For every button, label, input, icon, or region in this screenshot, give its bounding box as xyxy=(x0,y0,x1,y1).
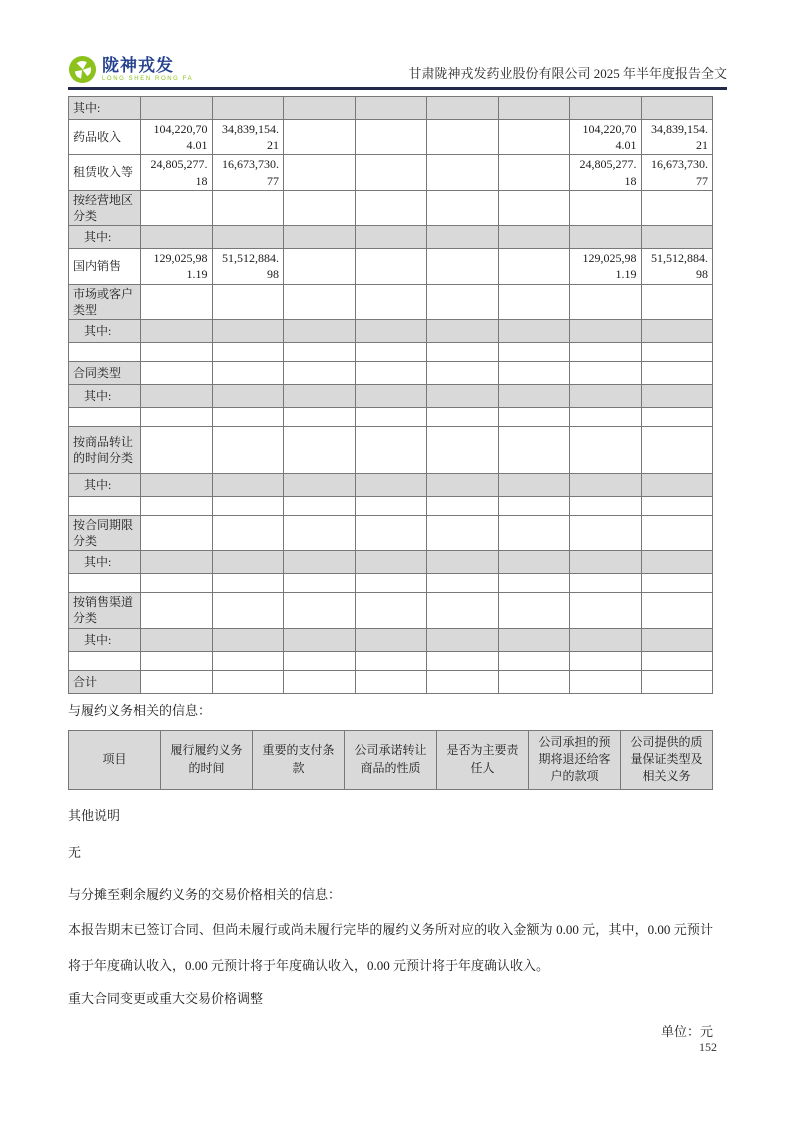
logo-text xyxy=(102,57,193,82)
value-cell xyxy=(284,226,356,249)
value-cell xyxy=(212,496,284,515)
value-cell xyxy=(498,120,570,155)
row-label-cell: 其中: xyxy=(69,97,141,120)
value-cell: 24,805,277.18 xyxy=(141,155,213,190)
value-cell xyxy=(498,284,570,319)
obligation-header-cell: 履行履约义务的时间 xyxy=(161,730,253,789)
value-cell xyxy=(212,361,284,384)
value-cell: 129,025,981.19 xyxy=(141,249,213,284)
obligation-header-row xyxy=(69,730,713,789)
value-cell: 129,025,981.19 xyxy=(570,249,642,284)
revenue-table-row xyxy=(69,97,713,120)
value-cell xyxy=(141,284,213,319)
revenue-table-row xyxy=(69,384,713,407)
value-cell xyxy=(427,670,499,693)
value-cell xyxy=(498,551,570,574)
performance-info-heading: 与履约义务相关的信息： xyxy=(68,702,212,718)
value-cell: 104,220,704.01 xyxy=(141,120,213,155)
obligation-header-cell: 公司承担的预期将退还给客户的款项 xyxy=(529,730,621,789)
page-number: 152 xyxy=(699,1040,717,1054)
value-cell xyxy=(284,361,356,384)
value-cell xyxy=(355,284,427,319)
value-cell xyxy=(355,407,427,426)
row-label-cell: 按销售渠道分类 xyxy=(69,593,141,628)
value-cell xyxy=(641,593,713,628)
revenue-table-row xyxy=(69,651,713,670)
value-cell xyxy=(284,551,356,574)
value-cell xyxy=(427,407,499,426)
value-cell: 51,512,884.98 xyxy=(212,249,284,284)
value-cell xyxy=(284,384,356,407)
value-cell: 16,673,730.77 xyxy=(641,155,713,190)
value-cell xyxy=(141,190,213,225)
row-label-cell: 其中: xyxy=(69,628,141,651)
value-cell xyxy=(141,515,213,550)
value-cell xyxy=(427,496,499,515)
value-cell xyxy=(355,120,427,155)
row-label-cell xyxy=(69,407,141,426)
row-label-cell: 其中: xyxy=(69,384,141,407)
value-cell xyxy=(641,426,713,473)
value-cell xyxy=(355,249,427,284)
value-cell xyxy=(641,496,713,515)
value-cell xyxy=(284,628,356,651)
value-cell xyxy=(141,97,213,120)
value-cell xyxy=(427,361,499,384)
row-label-cell: 其中: xyxy=(69,319,141,342)
value-cell xyxy=(141,628,213,651)
value-cell xyxy=(498,628,570,651)
revenue-table-row xyxy=(69,190,713,225)
value-cell xyxy=(141,384,213,407)
obligation-header-cell: 项目 xyxy=(69,730,161,789)
value-cell xyxy=(498,670,570,693)
value-cell xyxy=(355,574,427,593)
value-cell xyxy=(141,496,213,515)
value-cell xyxy=(212,284,284,319)
revenue-table-row xyxy=(69,226,713,249)
value-cell xyxy=(355,226,427,249)
value-cell xyxy=(284,249,356,284)
value-cell xyxy=(427,574,499,593)
value-cell xyxy=(427,249,499,284)
revenue-table-row xyxy=(69,319,713,342)
value-cell xyxy=(212,426,284,473)
value-cell xyxy=(355,593,427,628)
document-header-title: 甘肃陇神戎发药业股份有限公司 2025 年半年度报告全文 xyxy=(408,66,727,81)
value-cell xyxy=(427,384,499,407)
value-cell xyxy=(212,407,284,426)
row-label-cell: 国内销售 xyxy=(69,249,141,284)
value-cell: 24,805,277.18 xyxy=(570,155,642,190)
value-cell xyxy=(212,593,284,628)
value-cell xyxy=(570,593,642,628)
remaining-obligation-paragraph: 本报告期末已签订合同、但尚未履行或尚未履行完毕的履约义务所对应的收入金额为 0.00 元，其中，0.00 元预计将于年度确认收入，0.00 元预计将于年度确认收入，0.00 元预计将于年度确认收入。 xyxy=(68,921,713,973)
value-cell xyxy=(641,190,713,225)
value-cell xyxy=(641,473,713,496)
value-cell xyxy=(212,384,284,407)
value-cell xyxy=(498,319,570,342)
value-cell xyxy=(641,97,713,120)
value-cell xyxy=(498,593,570,628)
value-cell xyxy=(284,97,356,120)
value-cell xyxy=(141,593,213,628)
value-cell xyxy=(212,342,284,361)
value-cell xyxy=(355,97,427,120)
value-cell: 16,673,730.77 xyxy=(212,155,284,190)
value-cell xyxy=(498,249,570,284)
value-cell xyxy=(355,515,427,550)
revenue-breakdown-table xyxy=(68,96,713,694)
value-cell xyxy=(498,361,570,384)
value-cell xyxy=(427,426,499,473)
value-cell xyxy=(212,319,284,342)
value-cell xyxy=(498,155,570,190)
value-cell xyxy=(284,407,356,426)
value-cell xyxy=(498,426,570,473)
value-cell xyxy=(355,628,427,651)
value-cell xyxy=(355,384,427,407)
value-cell xyxy=(427,628,499,651)
value-cell xyxy=(641,319,713,342)
company-logo xyxy=(68,55,193,84)
revenue-table-row xyxy=(69,284,713,319)
value-cell xyxy=(570,551,642,574)
revenue-table-row xyxy=(69,551,713,574)
value-cell xyxy=(355,473,427,496)
value-cell xyxy=(355,426,427,473)
revenue-table-row xyxy=(69,628,713,651)
value-cell xyxy=(141,473,213,496)
value-cell xyxy=(641,342,713,361)
value-cell xyxy=(355,190,427,225)
value-cell xyxy=(570,384,642,407)
value-cell xyxy=(498,473,570,496)
logo-english-name: LONG SHEN RONG FA xyxy=(102,76,194,82)
row-label-cell xyxy=(69,574,141,593)
row-label-cell: 按经营地区分类 xyxy=(69,190,141,225)
revenue-table-row xyxy=(69,361,713,384)
row-label-cell: 药品收入 xyxy=(69,120,141,155)
row-label-cell: 其中: xyxy=(69,473,141,496)
value-cell xyxy=(641,574,713,593)
obligation-header-cell: 公司承诺转让商品的性质 xyxy=(345,730,437,789)
value-cell xyxy=(498,496,570,515)
value-cell xyxy=(570,628,642,651)
value-cell xyxy=(355,319,427,342)
revenue-table-row xyxy=(69,249,713,284)
value-cell xyxy=(355,342,427,361)
value-cell xyxy=(212,226,284,249)
page-content xyxy=(68,96,713,1040)
value-cell xyxy=(570,496,642,515)
value-cell xyxy=(284,342,356,361)
value-cell xyxy=(355,496,427,515)
value-cell xyxy=(570,651,642,670)
value-cell xyxy=(427,593,499,628)
value-cell xyxy=(570,407,642,426)
value-cell xyxy=(427,551,499,574)
other-notes-value: 无 xyxy=(68,844,82,860)
value-cell xyxy=(141,342,213,361)
value-cell xyxy=(141,319,213,342)
value-cell xyxy=(498,407,570,426)
value-cell xyxy=(141,226,213,249)
revenue-table-row xyxy=(69,593,713,628)
value-cell xyxy=(570,574,642,593)
obligation-header-cell: 公司提供的质量保证类型及相关义务 xyxy=(621,730,713,789)
value-cell xyxy=(284,670,356,693)
value-cell xyxy=(355,155,427,190)
revenue-table-row xyxy=(69,407,713,426)
obligation-header-cell: 重要的支付条款 xyxy=(253,730,345,789)
value-cell xyxy=(641,284,713,319)
value-cell xyxy=(427,190,499,225)
revenue-table-row xyxy=(69,515,713,550)
value-cell xyxy=(427,155,499,190)
value-cell xyxy=(427,473,499,496)
value-cell xyxy=(284,120,356,155)
value-cell xyxy=(427,284,499,319)
value-cell xyxy=(284,284,356,319)
performance-obligation-table xyxy=(68,730,713,790)
row-label-cell xyxy=(69,651,141,670)
other-notes-label: 其他说明 xyxy=(68,807,121,823)
revenue-table-row xyxy=(69,120,713,155)
row-label-cell: 按商品转让的时间分类 xyxy=(69,426,141,473)
row-label-cell xyxy=(69,342,141,361)
value-cell xyxy=(570,97,642,120)
value-cell xyxy=(284,190,356,225)
value-cell: 34,839,154.21 xyxy=(212,120,284,155)
value-cell xyxy=(212,515,284,550)
value-cell xyxy=(498,190,570,225)
value-cell xyxy=(498,574,570,593)
value-cell xyxy=(284,155,356,190)
row-label-cell: 按合同期限分类 xyxy=(69,515,141,550)
obligation-header-cell: 是否为主要责任人 xyxy=(437,730,529,789)
value-cell xyxy=(570,284,642,319)
value-cell: 104,220,704.01 xyxy=(570,120,642,155)
value-cell xyxy=(498,651,570,670)
page-header xyxy=(68,46,727,90)
value-cell xyxy=(427,342,499,361)
remaining-obligation-heading: 与分摊至剩余履约义务的交易价格相关的信息： xyxy=(68,886,342,902)
value-cell xyxy=(141,670,213,693)
value-cell xyxy=(641,407,713,426)
value-cell xyxy=(427,226,499,249)
value-cell xyxy=(498,384,570,407)
value-cell xyxy=(212,574,284,593)
value-cell xyxy=(427,319,499,342)
row-label-cell: 合同类型 xyxy=(69,361,141,384)
value-cell xyxy=(355,651,427,670)
value-cell xyxy=(570,319,642,342)
value-cell xyxy=(427,651,499,670)
value-cell xyxy=(427,515,499,550)
pinwheel-logo-icon xyxy=(68,55,97,84)
unit-label: 单位：元 xyxy=(660,1023,713,1039)
value-cell xyxy=(641,628,713,651)
value-cell xyxy=(427,97,499,120)
value-cell xyxy=(284,496,356,515)
value-cell xyxy=(141,407,213,426)
value-cell xyxy=(212,551,284,574)
value-cell xyxy=(641,226,713,249)
row-label-cell: 其中: xyxy=(69,226,141,249)
value-cell xyxy=(570,473,642,496)
value-cell xyxy=(284,651,356,670)
value-cell xyxy=(141,651,213,670)
value-cell xyxy=(498,97,570,120)
value-cell xyxy=(141,551,213,574)
value-cell xyxy=(212,97,284,120)
value-cell xyxy=(212,651,284,670)
value-cell xyxy=(498,226,570,249)
revenue-table-row xyxy=(69,155,713,190)
row-label-cell: 市场或客户类型 xyxy=(69,284,141,319)
value-cell xyxy=(284,515,356,550)
row-label-cell: 其中: xyxy=(69,551,141,574)
value-cell xyxy=(570,426,642,473)
value-cell xyxy=(212,628,284,651)
revenue-table-row xyxy=(69,496,713,515)
value-cell: 34,839,154.21 xyxy=(641,120,713,155)
value-cell xyxy=(498,342,570,361)
value-cell xyxy=(284,574,356,593)
value-cell xyxy=(641,651,713,670)
value-cell xyxy=(641,384,713,407)
logo-chinese-name: 陇神戎发 xyxy=(102,56,174,75)
value-cell xyxy=(570,515,642,550)
value-cell xyxy=(427,120,499,155)
major-change-heading: 重大合同变更或重大交易价格调整 xyxy=(68,990,264,1006)
value-cell xyxy=(212,473,284,496)
value-cell xyxy=(570,361,642,384)
value-cell: 51,512,884.98 xyxy=(641,249,713,284)
revenue-table-row xyxy=(69,342,713,361)
value-cell xyxy=(141,426,213,473)
value-cell xyxy=(641,515,713,550)
value-cell xyxy=(284,593,356,628)
revenue-table-row xyxy=(69,473,713,496)
value-cell xyxy=(570,190,642,225)
row-label-cell xyxy=(69,496,141,515)
value-cell xyxy=(641,551,713,574)
value-cell xyxy=(141,361,213,384)
value-cell xyxy=(498,515,570,550)
value-cell xyxy=(284,426,356,473)
value-cell xyxy=(355,551,427,574)
value-cell xyxy=(641,361,713,384)
value-cell xyxy=(141,574,213,593)
value-cell xyxy=(570,342,642,361)
revenue-table-row xyxy=(69,670,713,693)
revenue-table-row xyxy=(69,574,713,593)
value-cell xyxy=(641,670,713,693)
value-cell xyxy=(355,670,427,693)
value-cell xyxy=(284,473,356,496)
value-cell xyxy=(284,319,356,342)
value-cell xyxy=(212,670,284,693)
value-cell xyxy=(570,670,642,693)
value-cell xyxy=(570,226,642,249)
row-label-cell: 合计 xyxy=(69,670,141,693)
revenue-table-row xyxy=(69,426,713,473)
value-cell xyxy=(212,190,284,225)
value-cell xyxy=(355,361,427,384)
row-label-cell: 租赁收入等 xyxy=(69,155,141,190)
